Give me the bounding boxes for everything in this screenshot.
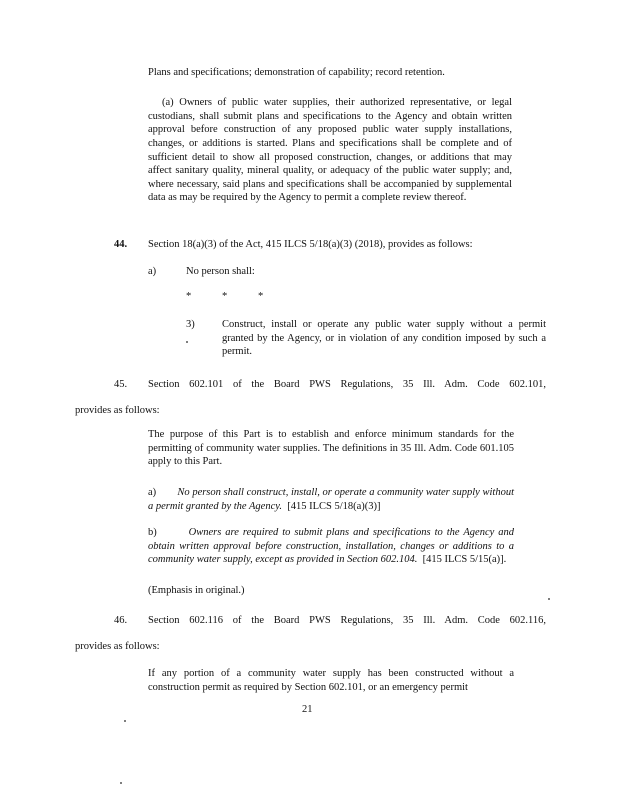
item-a-text: No person shall: — [186, 266, 255, 277]
paragraph-45-line1: Section 602.101 of the Board PWS Regulations, 35 Ill. Adm. Code 602.101, — [148, 379, 546, 390]
paragraph-44-text: Section 18(a)(3) of the Act, 415 ILCS 5/18(a)(3) (2018), provides as follows: — [148, 239, 473, 250]
quote-602-101-a — [148, 486, 514, 513]
ellipsis-star: * — [258, 291, 264, 302]
quote-602-101-intro: The purpose of this Part is to establish and enforce minimum standards for the permitting of community water supplies. The definitions in 35 Ill. Adm. Code 601.105 apply to this Part. — [148, 429, 514, 468]
quote-b-cite: [415 ILCS 5/15(a)]. — [422, 554, 507, 566]
quote-a-cite: [415 ILCS 5/18(a)(3)] — [287, 500, 381, 512]
quote-paragraph-a: (a) Owners of public water supplies, their authorized representative, or legal custodians, shall submit plans and specifications to the Agency and obtain written approval before construction of any proposed public water supply installations, changes, or additions is started. Plans and specifications shall be complete and of sufficient detail to show all proposed construction, changes, or additions that may affect sanitary quality, mineral quality, or adequacy of the public water supply; and, where necessary, said plans and specifications shall be accompanied by supplemental data as may be required by the Agency to permit a complete review thereof. — [148, 97, 512, 204]
quote-a-label: a) — [148, 487, 157, 498]
scan-speck — [548, 598, 550, 600]
scan-speck — [124, 720, 126, 722]
subitem-3-text: Construct, install or operate any public water supply without a permit granted by the Agency, or in violation of any condition imposed by such a permit. — [222, 319, 546, 358]
paragraph-number-44: 44. — [114, 239, 128, 250]
subitem-3-label: 3) — [186, 319, 195, 330]
quote-heading: Plans and specifications; demonstration of capability; record retention. — [148, 67, 445, 78]
page-number: 21 — [302, 704, 313, 715]
quote-a-text: No person shall construct, install, or operate a community water supply without a permit granted by the Agency. — [148, 487, 514, 512]
paragraph-number-46: 46. — [114, 615, 128, 626]
emphasis-note: (Emphasis in original.) — [148, 585, 245, 596]
ellipsis-star: * — [222, 291, 228, 302]
scan-speck — [120, 782, 122, 784]
paragraph-46-line1: Section 602.116 of the Board PWS Regulations, 35 Ill. Adm. Code 602.116, — [148, 615, 546, 626]
ellipsis-star: * — [186, 291, 192, 302]
quote-602-116: If any portion of a community water supply has been constructed without a construction permit as required by Section 602.101, or an emergency permit — [148, 668, 514, 693]
paragraph-46-line2: provides as follows: — [75, 641, 160, 652]
scan-speck — [186, 341, 188, 343]
paragraph-45-line2: provides as follows: — [75, 405, 160, 416]
item-a-label: a) — [148, 266, 157, 277]
quote-b-label: b) — [148, 527, 157, 538]
quote-b-text: Owners are required to submit plans and specifications to the Agency and obtain written approval before construction, installation, changes or additions to a community water supply, except as provided in Section 602.104. — [148, 527, 514, 566]
paragraph-number-45: 45. — [114, 379, 128, 390]
quote-602-101-b — [148, 526, 514, 567]
